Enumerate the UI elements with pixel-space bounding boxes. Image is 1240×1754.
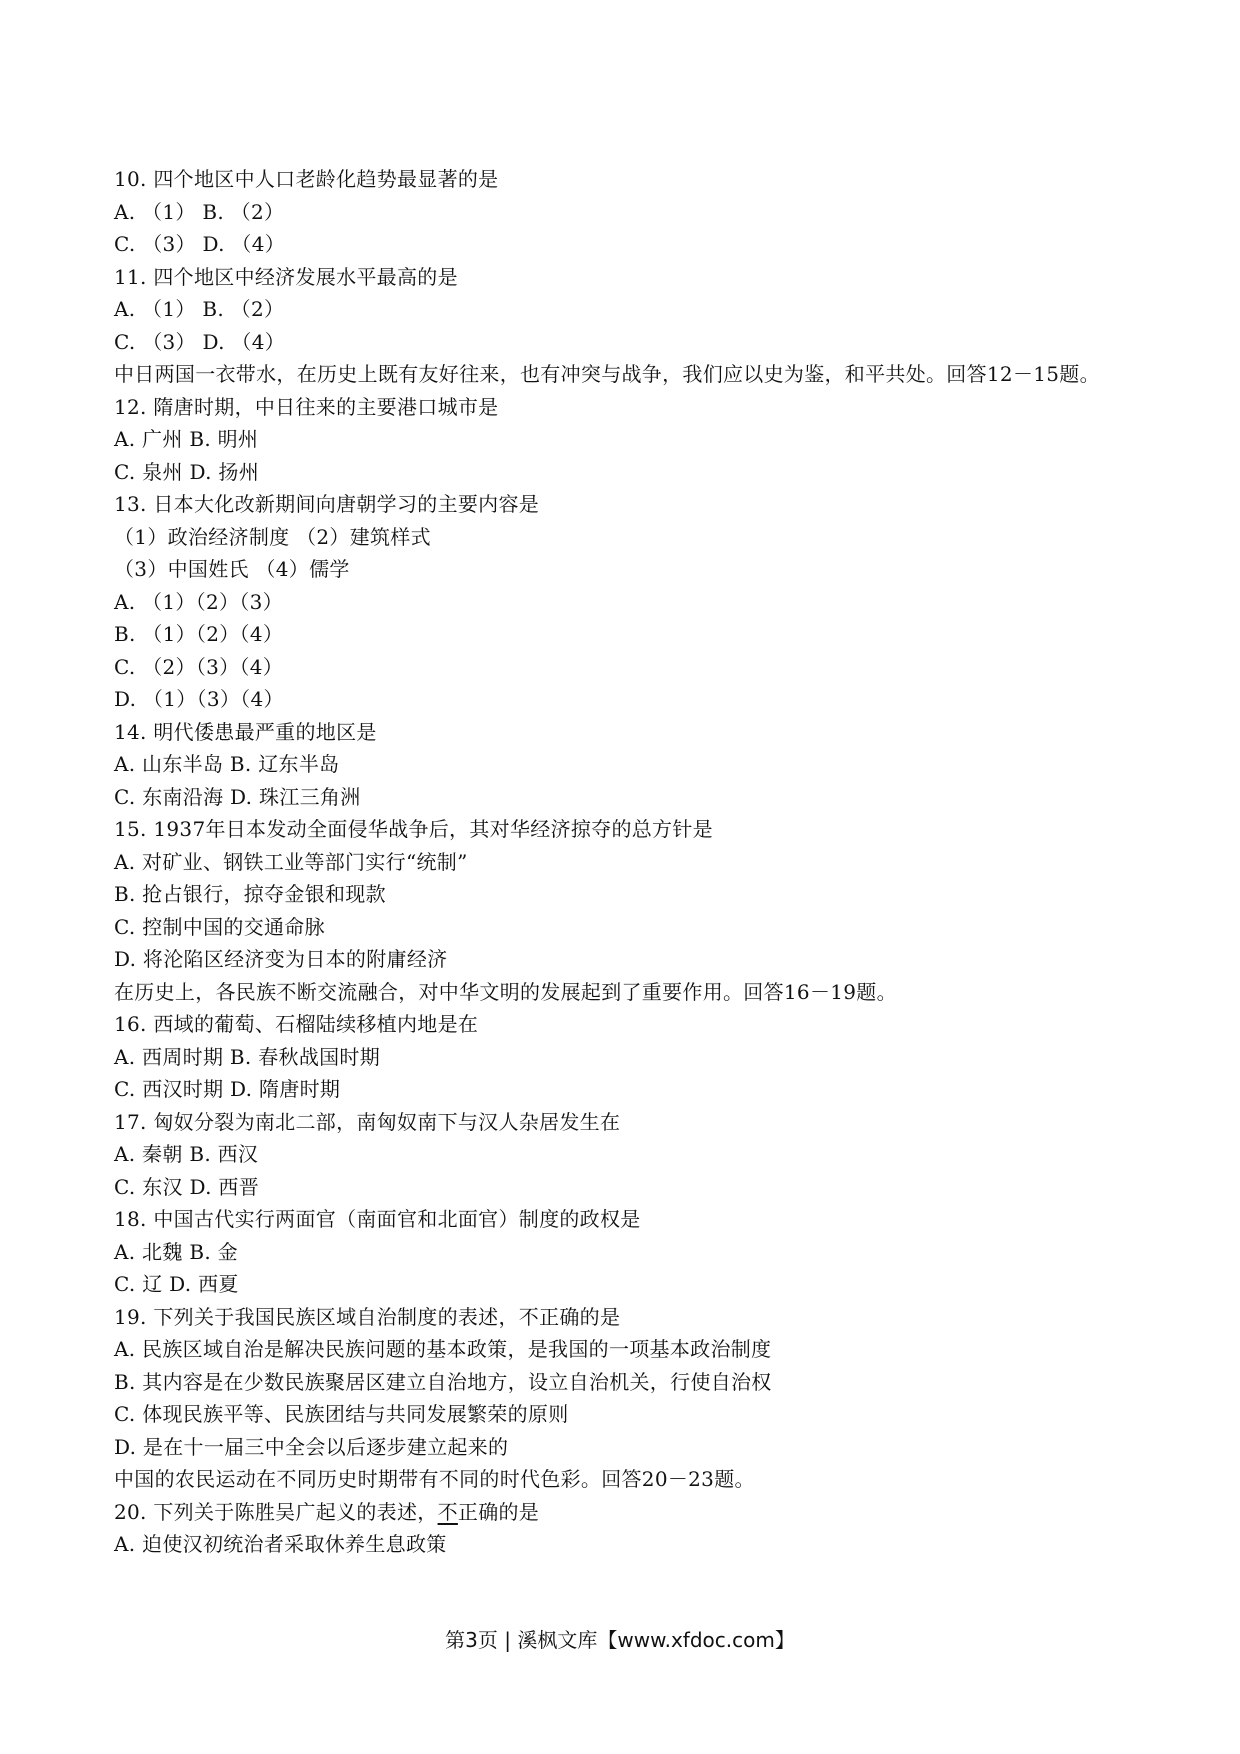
page-footer: 第3页 | 溪枫文库【www.xfdoc.com】 (445, 1628, 795, 1652)
question-13-option-c: C. （2）（3）（4） (114, 654, 284, 679)
question-15: 15. 1937年日本发动全面侵华战争后，其对华经济掠夺的总方针是 (114, 817, 713, 841)
question-19-option-d: D. 是在十一届三中全会以后逐步建立起来的 (114, 1434, 509, 1459)
question-12-options-cd: C. 泉州 D. 扬州 (114, 459, 259, 484)
question-13-item-3-4: （3）中国姓氏 （4）儒学 (114, 557, 350, 581)
question-15-option-c: C. 控制中国的交通命脉 (114, 914, 325, 939)
question-17-options-ab: A. 秦朝 B. 西汉 (114, 1142, 259, 1166)
question-20-prefix: 20. 下列关于陈胜吴广起义的表述， (114, 1499, 438, 1524)
question-13-option-b: B. （1）（2）（4） (114, 622, 284, 646)
question-11-options-cd: C. （3） D. （4） (114, 329, 286, 354)
question-14-options-ab: A. 山东半岛 B. 辽东半岛 (114, 752, 340, 776)
question-11: 11. 四个地区中经济发展水平最高的是 (114, 264, 458, 289)
question-16-options-ab: A. 西周时期 B. 春秋战国时期 (114, 1044, 381, 1069)
question-14: 14. 明代倭患最严重的地区是 (114, 719, 377, 744)
question-15-option-d: D. 将沦陷区经济变为日本的附庸经济 (114, 947, 448, 971)
page-content (114, 163, 1134, 1561)
question-15-option-a: A. 对矿业、钢铁工业等部门实行“统制” (114, 849, 468, 874)
question-19-option-c: C. 体现民族平等、民族团结与共同发展繁荣的原则 (114, 1402, 569, 1426)
question-15-option-b: B. 抢占银行，掠夺金银和现款 (114, 882, 386, 906)
question-10-options-ab: A. （1） B. （2） (114, 199, 285, 224)
question-18-options-ab: A. 北魏 B. 金 (114, 1239, 238, 1264)
question-18: 18. 中国古代实行两面官（南面官和北面官）制度的政权是 (114, 1207, 641, 1231)
question-16: 16. 西域的葡萄、石榴陆续移植内地是在 (114, 1012, 479, 1036)
section-intro-16-19: 在历史上，各民族不断交流融合，对中华文明的发展起到了重要作用。回答16－19题。 (114, 979, 897, 1004)
section-intro-12-15: 中日两国一衣带水，在历史上既有友好往来，也有冲突与战争，我们应以史为鉴，和平共处。回答12－15题。 (114, 362, 1100, 386)
question-13-option-d: D. （1）（3）（4） (114, 687, 284, 711)
question-20 (114, 1496, 1134, 1529)
question-19: 19. 下列关于我国民族区域自治制度的表述，不正确的是 (114, 1304, 621, 1329)
question-17: 17. 匈奴分裂为南北二部，南匈奴南下与汉人杂居发生在 (114, 1109, 621, 1134)
question-12: 12. 隋唐时期，中日往来的主要港口城市是 (114, 394, 499, 419)
question-20-underlined-word: 不 (437, 1499, 458, 1524)
question-13-item-1-2: （1）政治经济制度 （2）建筑样式 (114, 524, 431, 549)
question-14-options-cd: C. 东南沿海 D. 珠江三角洲 (114, 784, 361, 809)
question-19-option-b: B. 其内容是在少数民族聚居区建立自治地方，设立自治机关，行使自治权 (114, 1369, 772, 1394)
question-13-option-a: A. （1）（2）（3） (114, 589, 283, 614)
question-16-options-cd: C. 西汉时期 D. 隋唐时期 (114, 1077, 341, 1101)
question-12-options-ab: A. 广州 B. 明州 (114, 427, 259, 451)
question-18-options-cd: C. 辽 D. 西夏 (114, 1272, 239, 1296)
question-20-option-a: A. 迫使汉初统治者采取休养生息政策 (114, 1532, 447, 1556)
question-19-option-a: A. 民族区域自治是解决民族问题的基本政策，是我国的一项基本政治制度 (114, 1337, 772, 1361)
question-11-options-ab: A. （1） B. （2） (114, 297, 285, 321)
question-10-options-cd: C. （3） D. （4） (114, 232, 286, 256)
question-13: 13. 日本大化改新期间向唐朝学习的主要内容是 (114, 492, 540, 516)
section-intro-20-23: 中国的农民运动在不同历史时期带有不同的时代色彩。回答20－23题。 (114, 1467, 755, 1491)
question-17-options-cd: C. 东汉 D. 西晋 (114, 1174, 259, 1199)
question-10: 10. 四个地区中人口老龄化趋势最显著的是 (114, 167, 499, 191)
question-20-suffix: 正确的是 (457, 1499, 540, 1524)
